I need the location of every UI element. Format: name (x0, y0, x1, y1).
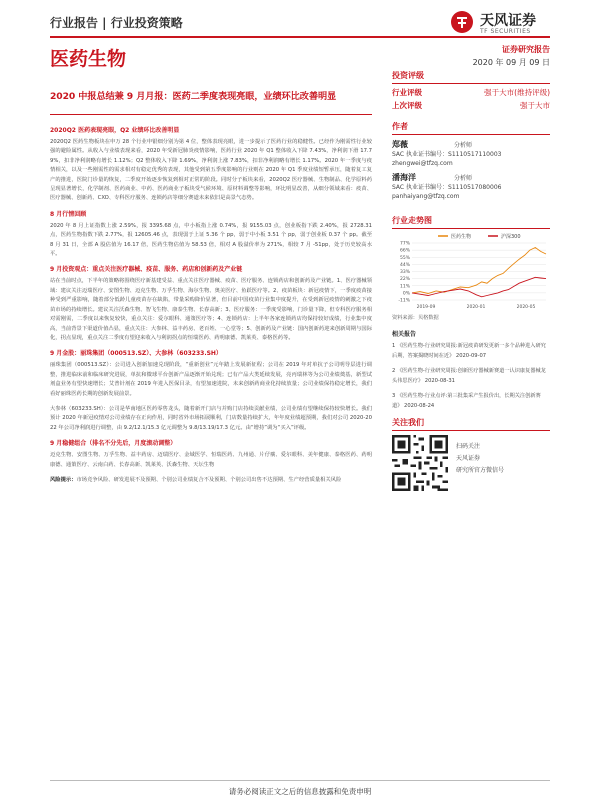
y-tick-label: 77% (399, 241, 410, 247)
rating-value: 强于大市(维持评级) (484, 88, 550, 97)
trend-heading: 行业走势图 (392, 215, 550, 229)
follow-line: 研究所官方微信号 (456, 467, 505, 474)
author-name: 郑薇 (392, 140, 408, 149)
section-title: 2020Q2 医药表现亮眼，Q2 业绩环比改善明显 (50, 127, 180, 134)
section-golden-stocks (50, 349, 372, 433)
trend-chart-svg (392, 232, 550, 312)
industry-trend-chart (392, 232, 550, 312)
section-title: 9 月稳健组合（排名不分先后，月度滚动调整） (50, 440, 177, 448)
risk-label: 风险提示： (50, 476, 77, 483)
section-paragraph: 站在当前时点，下半年的策略将围绕医疗新基建受益、重点关注医疗器械、疫苗、医疗服务、连锁药店和创新药及产业链。1、医疗器械领域：建议关注迈瑞医疗、安图生物、迈克生物、万孚生物、海尔生物、奥美医疗、鱼跃医疗等。2、疫苗板块：新冠疫情下，一季度疫苗接种受到严重影响，随着部分低龄儿童疫苗存在缺陷，带量采购降价显著，但目前中国疫苗行业集中度提升，在受到新冠疫情的刺激之下疫苗市场的持续增长。建议关注沃森生物、智飞生物、康泰生物、长春高新；3、医疗服务：一季度受影响，门诊量下降，但专科医疗服务相对需刚需，二季度以来恢复较快，重点关注：爱尔眼科、通策医疗等；4、连锁药店：上半年各家连锁药店均保持较好成绩，行业集中度高，当前背景下渠道价值凸显，重点关注：大参林、益丰药房、老百姓、一心堂等；5、创新药及产业链：国内创新药迎来创新周期与国际化，拐点显现，重点关注二季度有望迎来收入与利润拐点的恒瑞医药、药明康德、凯莱英、泰格医药等。 (50, 278, 372, 341)
document-kind: 证券研究报告 (502, 45, 550, 54)
section-september-view (50, 265, 372, 343)
section-q2-performance (50, 126, 372, 204)
author-role: 分析师 (454, 142, 473, 149)
section-title: 8 月行情回顾 (50, 210, 87, 218)
section-title: 9 月投资观点：重点关注医疗器械、疫苗、服务、药店和创新药及产业链 (50, 266, 243, 274)
author-card (392, 172, 550, 201)
y-tick-label: -11% (398, 298, 410, 304)
qr-code-icon (392, 435, 448, 491)
main-content (50, 90, 372, 491)
y-tick-label: 33% (399, 270, 410, 276)
follow-line: 天风证券 (456, 455, 481, 462)
logo-text-cn: 天风证券 (480, 13, 536, 29)
rating-label: 行业评级 (392, 88, 422, 97)
author-cert: SAC 执业证书编号：S1110517080006 (392, 184, 502, 191)
sidebar (392, 70, 550, 495)
author-cert: SAC 执业证书编号：S1110517110003 (392, 151, 502, 158)
report-date: 2020 年 09 月 09 日 (472, 58, 550, 67)
sector-title: 医药生物 (50, 48, 127, 70)
follow-us (392, 435, 550, 495)
x-tick-label: 2020-05 (516, 305, 536, 310)
legend-label: 沪深300 (501, 234, 521, 240)
series-line-pharma (412, 248, 546, 294)
rating-heading: 投资评级 (392, 70, 550, 84)
y-tick-label: 66% (399, 248, 410, 254)
section-paragraph: 迈克生物、安图生物、万孚生物、益丰药房、迈瑞医疗、金域医学、恒瑞医药、九州通、片仔癀、爱尔眼科、美年健康、泰格医药、药明康德、通策医疗、云南白药、长春高新、凯莱英、沃森生物、天坛生物 (50, 452, 372, 468)
y-tick-label: 22% (399, 277, 410, 283)
rating-row (392, 100, 550, 113)
chart-source: 资料来源：贝格数据 (392, 315, 439, 321)
risk-warning (50, 476, 372, 485)
section-paragraph: 2020 年 8 月上证指数上涨 2.59%，报 3395.68 点，中小板指上涨 0.74%，报 9155.03 点，创业板指下跌 2.40%，报 2728.31 点，医药生物指数下跌 2.77%，报 12605.46 点，表现弱于上证 5.36 个 pp，弱于中小板 3.51 个 pp，弱于创业板 0.37 个 pp。截至 8 月 31 日，全部 A 股估值为 16.17 倍，医药生物估值为 58.53 倍，相对 A 股溢价率为 271%，相较 7 月 -51pp，处于历史较高水平。 (50, 222, 372, 258)
x-tick-label: 2020-01 (466, 305, 486, 310)
author-role: 分析师 (454, 175, 473, 182)
x-tick-label: 2019-09 (416, 305, 436, 310)
rating-value: 强于大市 (520, 101, 550, 110)
headline-divider (50, 114, 372, 115)
y-tick-label: 0% (402, 291, 410, 297)
follow-line: 扫码关注 (456, 443, 481, 450)
y-tick-label: 44% (399, 262, 410, 268)
author-email[interactable]: zhengwei@tfzq.com (392, 160, 453, 167)
header-divider (50, 36, 550, 38)
report-headline: 2020 中报总结兼 9 月月报：医药二季度表现亮眼，业绩环比改善明显 (50, 91, 337, 102)
follow-heading: 关注我们 (392, 417, 550, 431)
logo-icon (450, 10, 474, 34)
author-email[interactable]: panhaiyang@tfzq.com (392, 193, 460, 200)
legend-label: 医药生物 (451, 234, 472, 240)
logo-text-en: TF SECURITIES (480, 28, 531, 35)
section-august-review (50, 210, 372, 260)
risk-text: 市场竞争风险、研发进展不及预期、个别公司业绩复合不及预期、个别公司出售不达预期、生产经营质量相关风险 (76, 476, 342, 483)
y-tick-label: 55% (399, 255, 410, 261)
report-type: 行业报告 | 行业投资策略 (50, 16, 183, 30)
authors-heading: 作者 (392, 121, 550, 135)
rating-row (392, 87, 550, 100)
related-report-link[interactable]: 1 《医药生物-行业研究周报:新冠疫苗研发更新一多个品种进入研究后期，答案揭晓时间在近》 2020-09-07 (392, 343, 546, 359)
section-paragraph: 丽珠集团（000513.SZ）：公司进入创新加速兑现阶段，“重新创业”元年踏上发展新征程；公司在 2019 年对单抗子公司明导层进行调整，推进临床前和临床研究进展，单抗和微球平台创新产品逐渐开始兑现；已有产品大类延续发展，亮丙瑞林等为公司业绩奠基，新型试剂盒业务有望快速增长；艾普针剂在 2019 年进入医保目录，有望加速进院，未来创新药商业化持续放量；公司业绩保持稳定增长，我们看好丽珠医药长期的创新发展前景。 (50, 362, 372, 397)
section-portfolio (50, 439, 372, 470)
section-paragraph: 大参林（603233.SH）：公司是华南地区医药零售龙头，随着新开门店与并购门店持续贡献业绩，公司业绩有望继续保持较快增长。我们预计 2020 年新冠疫情对公司业绩存在正向作用，同时省外市场拓展顺利，门店数量持续扩大，年年度业绩超预期，我们对公司 2020-2022 年公司净利润进行调整，由 9.2/12.1/15.3 亿元调整为 9.8/13.19/17.3 亿元。由“增持”调为“买入”评级。 (50, 405, 372, 431)
related-reports-heading: 相关报告 (392, 331, 417, 338)
author-name: 潘海洋 (392, 173, 416, 182)
related-report-link[interactable]: 2 《医药生物-行业研究周报:创新医疗器械新赛道一认识康复器械龙头伟思医疗》 2020-08-31 (392, 368, 546, 384)
author-card (392, 139, 550, 168)
report-header (50, 10, 550, 36)
follow-text (456, 441, 504, 477)
related-report-link[interactable]: 3 《医药生物-行业点评:第三批集采产生报价出，长期关注创新赛道》 2020-08-24 (392, 393, 541, 409)
y-tick-label: 11% (399, 284, 410, 290)
section-paragraph: 2020Q2 医药生物板块在申万 28 个行业申银细分别为第 4 位，整体表现亮眼，进一步提示了医药行业的稳健性。已经作为刚需性行业较强的避险属性。从收入与业绩表现来看，2020 年受新冠肺炎疫情影响，医药行业 2020 年 Q1 整体收入下降 7.43%，净利润下滑 17.79%，扣非净利润略有增长 1.12%；Q2 整体收入下降 1.69%，净利润上涨 7.83%，扣非净利润略有增长 1.17%。2020 年一季度与疫情相关，以及一些刚需性的需求相对有稳定优秀的表现，其他受到第五季度影响的行业则在 2020 年 Q1 季度业绩短暂承压，随着复工复产的推进，医院门诊量的恢复，二季度开始逐步恢复到相对正常的阶段。同时分子板块来看，2020Q2 医疗器械、生物制品、化学原料药呈现显著增长，化学制剂、医药商业、中药、医药商业子板块受气候环境、原材料调整等影响，环比明显改善，从细分领域来看：疫苗、医疗器械、创新药、CXO、专科医疗服务、连锁药店等细分赛道未来依旧是高景气态势。 (50, 139, 372, 202)
footer-divider (50, 780, 550, 781)
series-line-csi300 (412, 277, 546, 297)
footer-disclaimer: 请务必阅读正文之后的信息披露和免责申明 (228, 787, 372, 796)
section-title: 9 月金股：丽珠集团（000513.SZ）、大参林（603233.SH） (50, 350, 222, 358)
rating-label: 上次评级 (392, 101, 422, 110)
